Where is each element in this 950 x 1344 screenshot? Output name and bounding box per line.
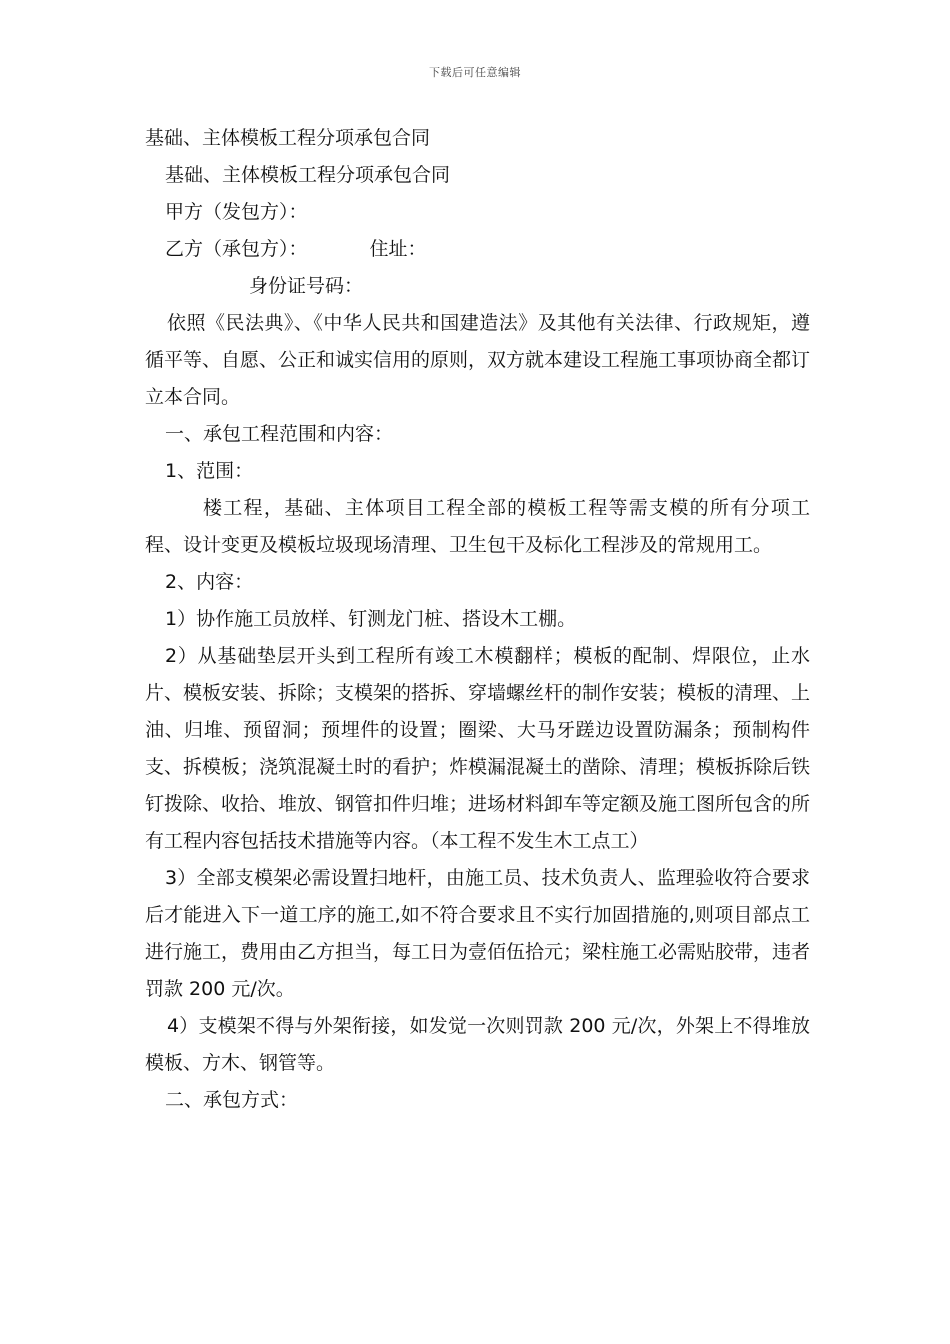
document-title: 基础、主体模板工程分项承包合同 [145, 127, 431, 149]
contract-body [145, 120, 810, 1119]
section-2-heading: 二、承包方式： [165, 1089, 299, 1111]
address-label: 住址： [369, 238, 427, 260]
scope-text: 楼工程，基础、主体项目工程全部的模板工程等需支模的所有分项工程、设计变更及模板垃圾现场清理、卫生包干及标化工程涉及的常规用工。 [145, 497, 810, 556]
content-item-4 [145, 1008, 810, 1082]
scope-heading: 1、范围： [165, 460, 254, 482]
preamble-text: 依照《民法典》、《中华人民共和国建造法》及其他有关法律、行政规矩，遵循平等、自愿、公正和诚实信用的原则，双方就本建设工程施工事项协商全都订立本合同。 [145, 312, 811, 408]
content-item-2-text: 2）从基础垫层开头到工程所有竣工木模翻样；模板的配制、焊限位，止水片、模板安装、拆除；支模架的搭拆、穿墙螺丝杆的制作安装；模板的清理、上油、归堆、预留洞；预埋件的设置；圈梁、大马牙蹉边设置防漏条；预制构件支、拆模板；浇筑混凝土时的看护；炸模漏混凝土的凿除、清理；模板拆除后铁钉拨除、收拾、堆放、钢管扣件归堆；进场材料卸车等定额及施工图所包含的所有工程内容包括技术措施等内容。（本工程不发生木工点工） [145, 645, 811, 852]
content-item-2 [145, 638, 810, 860]
content-item-3-text: 3）全部支模架必需设置扫地杆，由施工员、技术负责人、监理验收符合要求后才能进入下一道工序的施工,如不符合要求且不实行加固措施的,则项目部点工进行施工，费用由乙方担当，每工日为壹佰伍拾元；梁柱施工必需贴胶带，违者罚款 200 元/次。 [145, 867, 811, 1000]
section-1-heading: 一、承包工程范围和内容： [165, 423, 394, 445]
content-item-3 [145, 860, 810, 1008]
party-a-line: 甲方（发包方）： [165, 201, 308, 223]
content-item-1: 1）协作施工员放样、钉测龙门桩、搭设木工棚。 [165, 608, 577, 630]
id-number-line: 身份证号码： [249, 275, 364, 297]
content-item-4-text: 4）支模架不得与外架衔接，如发觉一次则罚款 200 元/次，外架上不得堆放模板、方木、钢管等。 [145, 1015, 810, 1074]
content-heading: 2、内容： [165, 571, 254, 593]
party-b-line [145, 231, 810, 268]
party-b-label: 乙方（承包方）： [165, 238, 308, 260]
preamble-paragraph [145, 305, 810, 416]
scope-paragraph [145, 490, 810, 564]
page-header-note: 下载后可任意编辑 [429, 66, 521, 79]
document-subtitle: 基础、主体模板工程分项承包合同 [165, 164, 451, 186]
